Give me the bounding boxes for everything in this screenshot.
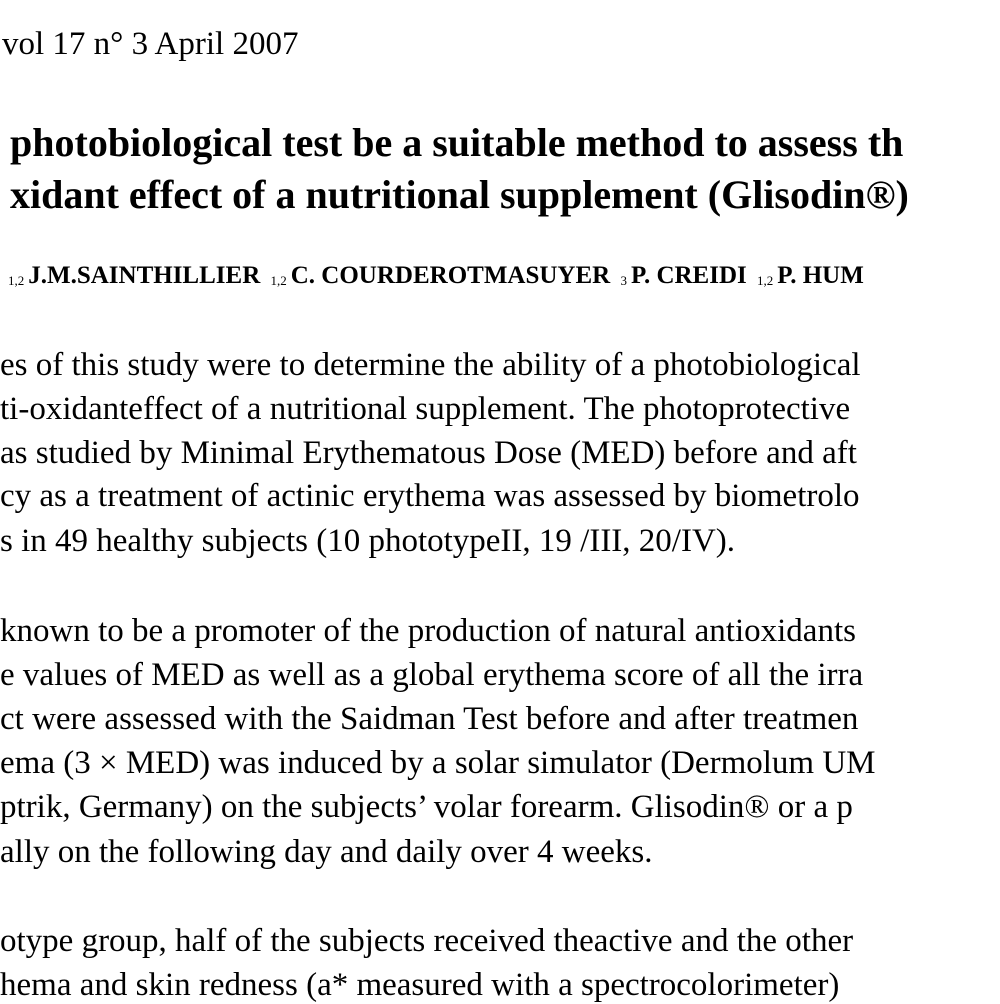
article-title-line-2: xidant effect of a nutritional supplement (Glisodin®) xyxy=(10,172,909,217)
body-line: otype group, half of the subjects received theactive and the other xyxy=(0,923,854,959)
body-line: cy as a treatment of actinic erythema was assessed by biometrolo xyxy=(0,478,860,514)
author-name: P. HUM xyxy=(777,262,864,289)
body-line: ti-oxidanteffect of a nutritional supplement. The photoprotective xyxy=(0,391,851,427)
body-line: ally on the following day and daily over 4 weeks. xyxy=(0,834,653,870)
body-line: es of this study were to determine the ability of a photobiological xyxy=(0,347,861,383)
body-line: ptrik, Germany) on the subjects’ volar forearm. Glisodin® or a p xyxy=(0,789,853,825)
author-list xyxy=(4,262,864,290)
body-line: s in 49 healthy subjects (10 phototypeII, 19 /III, 20/IV). xyxy=(0,523,736,559)
body-line: as studied by Minimal Erythematous Dose (MED) before and aft xyxy=(0,435,857,471)
author-affiliation: 1,2 xyxy=(8,273,25,288)
body-line: ct were assessed with the Saidman Test before and after treatmen xyxy=(0,701,859,737)
body-line: hema and skin redness (a* measured with a spectrocolorimeter) xyxy=(0,967,840,1003)
author-affiliation: 1,2 xyxy=(757,273,774,288)
body-line: known to be a promoter of the production of natural antioxidants xyxy=(0,613,856,649)
body-line: ema (3 × MED) was induced by a solar simulator (Dermolum UM xyxy=(0,745,876,781)
author-name: P. CREIDI xyxy=(630,262,747,289)
author-affiliation: 3 xyxy=(620,273,627,288)
author-affiliation: 1,2 xyxy=(270,273,287,288)
journal-reference: vol 17 n° 3 April 2007 xyxy=(2,26,299,62)
article-title-line-1: photobiological test be a suitable method to assess th xyxy=(10,120,904,165)
body-line: e values of MED as well as a global erythema score of all the irra xyxy=(0,657,864,693)
author-name: C. COURDEROTMASUYER xyxy=(290,262,611,289)
author-name: J.M.SAINTHILLIER xyxy=(28,262,261,289)
